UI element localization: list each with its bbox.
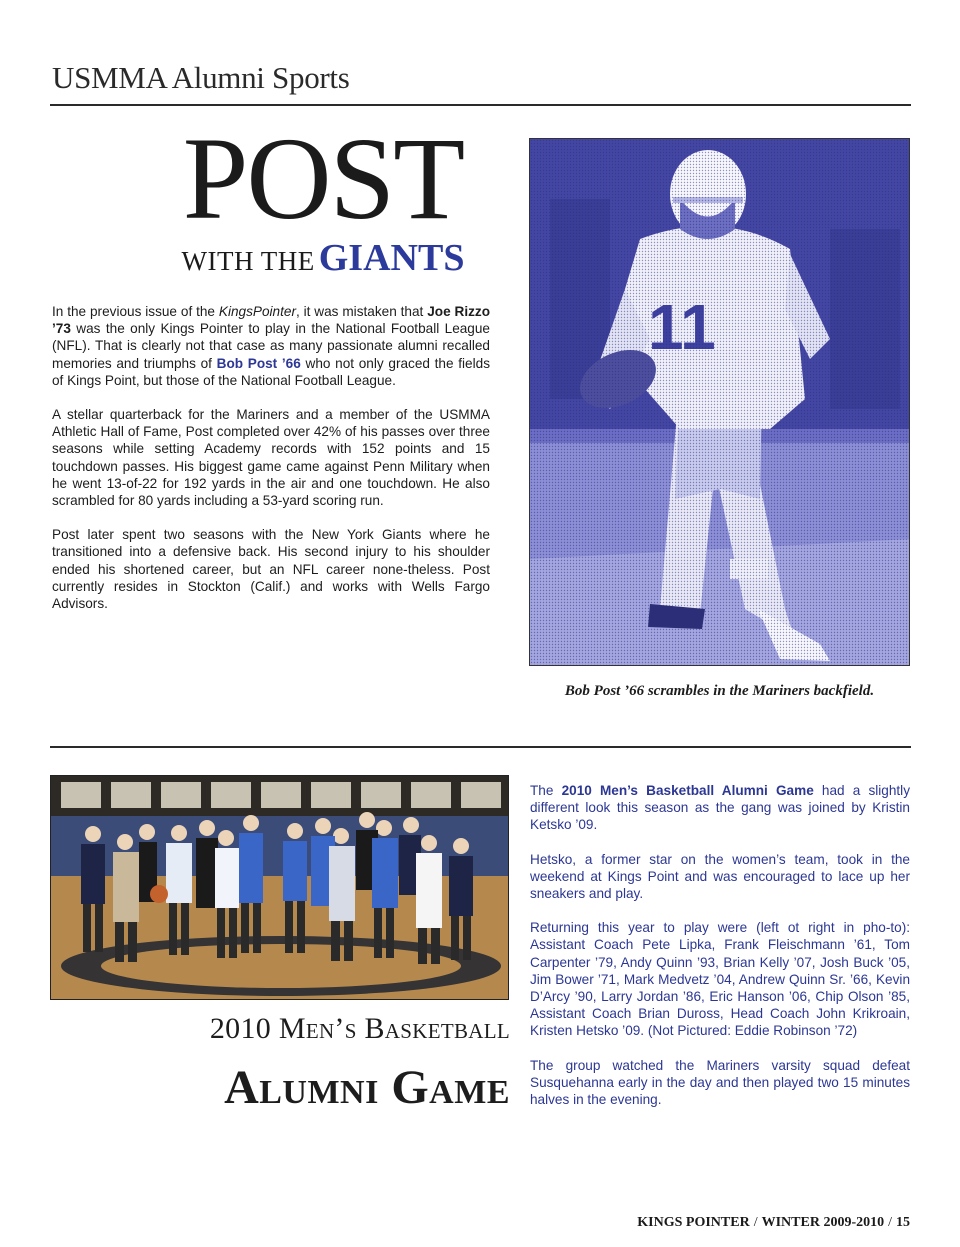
section-title: USMMA Alumni Sports <box>52 60 350 95</box>
text-run: , it was mistaken that <box>295 304 428 319</box>
team-group-illustration <box>51 776 509 1000</box>
text-highlight: KingsPointer <box>218 304 296 319</box>
text-run: In the previous issue of the <box>52 304 219 319</box>
paragraph <box>52 303 490 389</box>
paragraph <box>52 406 490 509</box>
text-highlight: Joe Rizzo ’73 <box>52 304 491 337</box>
text-run: A stellar quarterback for the Mariners and a member of the USMMA Athletic Hall of Fame, Post completed over 42% of his passes over three seasons while setting Academy records with 152 points and 15 touchdown passes. His biggest game came against Penn Military when he went 13-of-22 for 192 yards in the air and one touchdown. He also scrambled for 80 yards including a 53-yard scoring run. <box>52 407 490 509</box>
footer-separator: / <box>753 1215 758 1230</box>
text-run: who not only graced the fields of Kings Point, but those of the National Football League. <box>52 355 490 388</box>
text-highlight: Bob Post ’66 <box>216 355 301 371</box>
paragraph <box>530 782 910 834</box>
top-divider <box>50 104 911 106</box>
headline-subtitle <box>158 236 488 280</box>
text-run: Hetsko, a former star on the women’s team, took in the weekend at Kings Point and was encouraged to lace up her sneakers and play. <box>530 851 910 902</box>
paragraph <box>52 526 490 612</box>
headline-with-the: WITH THE <box>181 246 315 276</box>
paragraph <box>530 851 910 903</box>
alumni-team-photo <box>50 775 509 1000</box>
text-run: Post later spent two seasons with the New York Giants where he transitioned into a defensive back. His second injury to his shoulder ended his shortened career, but an NFL career none-theless. Post currently resides in Stockton (Calif.) and works with Wells Fargo Advisors. <box>52 527 490 612</box>
headline-giants: GIANTS <box>318 237 465 279</box>
football-player-illustration <box>530 139 910 666</box>
text-run: The group watched the Mariners varsity squad defeat Susquehanna early in the day and then played two 15 minutes halves in the evening. <box>530 1057 910 1108</box>
paragraph <box>530 1057 910 1109</box>
text-run: was the only Kings Pointer to play in the National Football League (NFL). That is clearly not that case as many passionate alumni recalled memories and triumphs of <box>52 321 490 371</box>
text-run: Returning this year to play were (left ot right in pho-to): Assistant Coach Pete Lipka, Frank Fleischmann ’61, Tom Carpenter ’79, Andy Quinn ’93, Brian Kelly ’07, Josh Buck ’05, Jim Bower ’71, Mark Medvetz ’04, Andrew Quinn Sr. ’66, Kevin D’Arcy ’90, Larry Jordan ’86, Eric Hanson ’06, Chip Olson ’85, Assistant Coach Brian Duross, Head Coach John Krikroain, Kristen Hetsko ’09. (Not Pictured: Eddie Robinson ’72) <box>530 920 910 1039</box>
bob-post-photo <box>529 138 910 666</box>
middle-divider <box>50 746 911 748</box>
footer-publication: KINGS POINTER <box>637 1215 750 1230</box>
article-basketball-body <box>530 782 910 1125</box>
text-run: had a slightly different look this season as the gang was joined by Kristin Ketsko ’09. <box>530 783 910 833</box>
basketball-title-line2: Alumni Game <box>224 1061 510 1114</box>
headline-post: POST <box>182 113 464 244</box>
footer-issue: WINTER 2009-2010 <box>761 1215 885 1230</box>
basketball-title-line1: 2010 Men’s Basketball <box>209 1012 510 1045</box>
text-highlight: 2010 Men’s Basketball Alumni Game <box>561 783 814 798</box>
footer-separator: / <box>888 1215 892 1230</box>
article-post-body <box>52 303 490 629</box>
text-run: The <box>530 783 562 798</box>
paragraph <box>530 919 910 1039</box>
photo-caption: Bob Post ’66 scrambles in the Mariners backfield. <box>564 683 875 699</box>
footer-page-number: 15 <box>896 1215 910 1230</box>
page-footer <box>560 1215 910 1231</box>
